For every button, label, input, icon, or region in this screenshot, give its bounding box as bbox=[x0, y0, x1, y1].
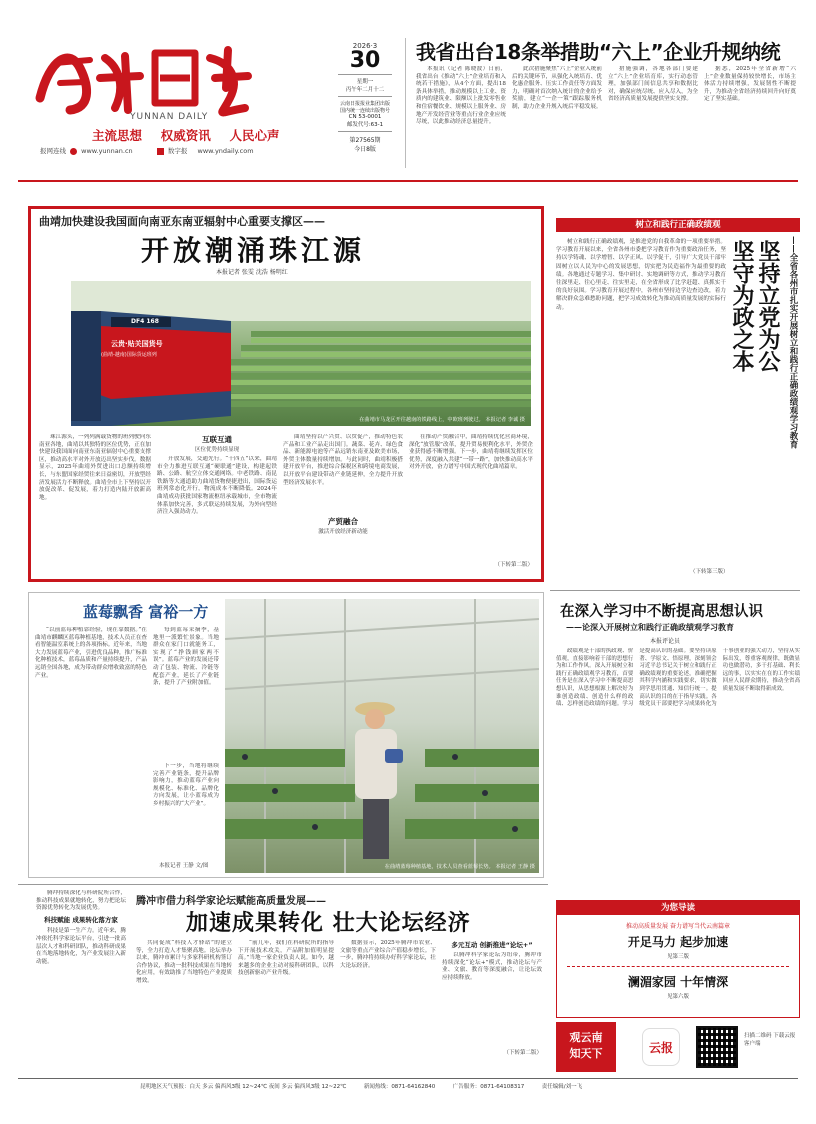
slogan-item-3: 人民心声 bbox=[229, 128, 280, 143]
feature-text-3: 曲靖坚持以产兴贸、以贸促产，推动特色农产品和工业产品走出国门。蔬菜、花卉、绿色食品、新能源电池等产品远销东南亚及欧美市场，外贸主体数量持续增加。与此同时，曲靖积极搭建开放平台，推进综合保税区和跨境电商发展，以开放平台建设带动产业链延伸，全力提升开放型经济发展水平。 bbox=[283, 434, 403, 486]
blueberry-headline: 蓝莓飘香 富裕一方 bbox=[83, 603, 209, 621]
tengchong-subhead-2: 多元互动 创新推进“论坛+” bbox=[451, 941, 533, 949]
footer-weather: 昆明地区天气预报：白天 多云 偏西风3级 12~24℃ 夜间 多云 偏西风3级 12~22℃ bbox=[140, 1084, 347, 1090]
web1-label: 报网连线 bbox=[40, 147, 66, 155]
index-title-bar bbox=[557, 901, 799, 915]
feature-col-3 bbox=[283, 434, 403, 572]
blueberry-col-3 bbox=[153, 763, 219, 859]
index-item-2[interactable]: 澜湄家园 十年情深 bbox=[627, 975, 729, 989]
app-slogan-block bbox=[556, 1022, 616, 1072]
commentary-byline: 本报评论员 bbox=[650, 638, 681, 645]
tengchong-col-1 bbox=[136, 940, 232, 1064]
top-story-col-1 bbox=[416, 66, 506, 174]
commentary-text: 政绩观是干部的执政观、价值观，直接影响着干部的思想行为和工作作风。深入开展树立和践行正确政绩观学习教育，首要任务是在深入学习中不断提高思想认识，从思想根源上解决好为谁创造政绩、创造什么样的政绩、怎样创造政绩的问题。学习是提高认识的基础。要坚持读原著、学原文、悟原理，深刻领会习近平总书记关于树立和践行正确政绩观的重要论述，准确把握其科学内涵和实践要求，切实做到学思用贯通、知信行统一。提高认识的目的在于指导实践。各级党员干部要把学习成果转化为干事创业的强大动力，坚持从实际出发，尊重客观规律，既做显功也做潜功，多干打基础、利长远的事，以实实在在的工作实绩回应人民群众期待，推动全省高质量发展不断取得新成效。 bbox=[556, 648, 800, 708]
blueberry-col-2 bbox=[153, 627, 219, 762]
section2-title: 产贸融合 bbox=[328, 517, 358, 526]
web-links bbox=[40, 146, 254, 155]
blueberry-box bbox=[28, 592, 544, 878]
feature-text-1: 珠江源头，一列列满载货物的班列驶向东南亚各地，曲靖以其独特的区位优势，正在加快建设我国面向南亚东南亚辐射中心重要支撑区，推动高水平对外开放迈出坚实步伐。数据显示，2025年曲靖外贸进出口总额持续增长，与东盟国家经贸往来日益密切，开放型经济发展活力不断释放。曲靖全市上下坚持以开放促改革、促发展，着力打造内陆开放新高地。 bbox=[39, 434, 151, 501]
blueberry-text-3: 下一步，当地将继续完善产业链条，提升品牌影响力，推动蓝莓产业向规模化、标准化、品牌化方向发展，让小蓝莓成为乡村振兴的“大产业”。 bbox=[153, 763, 219, 807]
right-headline-col-2: 坚守为政之本 bbox=[729, 240, 754, 372]
tengchong-text-4: 以腾冲科学家论坛为纽带，腾冲市持续深化“论坛+”模式，推动论坛与产业、文旅、教育等深度融合，让论坛效应持续释放。 bbox=[442, 952, 542, 981]
train-sublabel: (曲靖-越南)国际货运班列 bbox=[101, 352, 157, 358]
photo-caption: 在曲靖市马龙区开往越南的铁路线上，中欧班列驶过。 本报记者 李诚 摄 bbox=[359, 417, 525, 423]
masthead bbox=[0, 0, 816, 178]
feature-col-4 bbox=[409, 434, 533, 572]
cn-number: CN 53-0001 bbox=[348, 114, 382, 120]
train-photo bbox=[71, 281, 531, 426]
top-story-text-4: 据悉，2025年全省新增“六上”企业数量保持较快增长，市场主体活力持续增强，发展韧性不断提升，为推动全省经济持续回升向好奠定了坚实基础。 bbox=[704, 66, 796, 103]
issn: 国内统一连续出版物号 bbox=[339, 108, 390, 114]
globe-icon bbox=[70, 148, 77, 155]
top-story-text-1: 本报讯（记者 陈晓波）日前，我省出台《推动“六上”企业培育和入统若干措施》，从4个方面，提出18条具体举措，推动规模以上工业、资质内的建筑业、限额以上批发零售业和住宿餐饮业、规模以上服务业、房地产开发经营业等重点行业企业应统尽统，以此推动经济总量提升。 bbox=[416, 66, 506, 126]
lunar: 丙午年二月十二 bbox=[345, 87, 385, 93]
web1-link[interactable]: www.yunnan.cn bbox=[81, 147, 133, 155]
feature-kicker: 曲靖加快建设我国面向南亚东南亚辐射中心重要支撑区—— bbox=[39, 215, 325, 228]
top-story-col-2 bbox=[512, 66, 602, 174]
digital-paper-icon bbox=[157, 148, 164, 155]
feature-text-4: 在推动产贸融合中，曲靖持续优化营商环境，深化“放管服”改革，提升贸易便利化水平，外贸企业获得感不断增强。下一步，曲靖将继续发挥区位优势，深度融入共建“一带一路”，加快推动高水平对外开放，奋力谱写中国式现代化曲靖篇章。 bbox=[409, 434, 533, 471]
footer-ad-phone: 广告服务：0871-64108317 bbox=[452, 1084, 525, 1090]
publisher: 云南日报报业集团出版 bbox=[339, 101, 390, 107]
tengchong-headline: 加速成果转化 壮大论坛经济 bbox=[186, 911, 471, 936]
top-story-text-2: 此次措施聚焦“六上”企业入统前后的关键环节，从强化入统培育、优化惠企服务、压实工作责任等方面发力，明确对首次纳入统计的企业给予奖励，建立“一企一策”跟踪服务机制，助力企业升规入统后平稳发展。 bbox=[512, 66, 602, 110]
top-story-col-3 bbox=[608, 66, 698, 174]
logo-pinyin: YUNNAN DAILY bbox=[130, 112, 209, 122]
tengchong-text-2: “前几年，我们在科研院所的指导下开展技术攻关，产品附加值明显提高。”当地一家企业负责人说。如今，越来越多的企业主动对接科研团队，以科技创新驱动产业升级。 bbox=[238, 940, 334, 977]
index-item-1[interactable]: 开足马力 起步加速 bbox=[627, 935, 729, 949]
feature-byline: 本报记者 张雯 沈浩 杨明红 bbox=[216, 269, 288, 276]
app-logo-icon[interactable] bbox=[642, 1028, 680, 1066]
tengchong-kicker: 腾冲市借力科学家论坛赋能高质量发展—— bbox=[136, 896, 326, 907]
logo bbox=[30, 38, 255, 118]
date-block bbox=[330, 42, 400, 153]
top-story-headline: 我省出台18条举措助“六上”企业升规纳统 bbox=[416, 40, 781, 64]
section1-title: 互联互通 bbox=[202, 435, 232, 444]
app-slogan-line-2: 知天下 bbox=[569, 1047, 603, 1060]
day: 30 bbox=[349, 48, 381, 73]
index-item-1-kicker[interactable]: 推动高质量发展 奋力谱写当代云南篇章 bbox=[626, 923, 730, 930]
postal-code: 邮发代号:63-1 bbox=[346, 122, 384, 128]
right-headline-col-1: 坚持立党为公 bbox=[755, 240, 780, 372]
slogan-item-2: 权威资讯 bbox=[160, 128, 211, 143]
slogan-item-1: 主流思想 bbox=[92, 128, 143, 143]
train-number: DF4 168 bbox=[131, 318, 159, 325]
web2-link[interactable]: www.yndaily.com bbox=[197, 147, 254, 155]
qr-note: 扫描二维码 下载云报客户端 bbox=[744, 1033, 796, 1047]
tengchong-col-4 bbox=[442, 940, 542, 1064]
index-title: 为您导读 bbox=[660, 903, 695, 913]
footer-editor: 责任编辑/刘一飞 bbox=[541, 1084, 583, 1090]
app-name: 云报 bbox=[648, 1041, 673, 1055]
top-story-text-3: 措施强调，各地各部门要建立“六上”企业培育库，实行动态管理，加强部门间信息共享和数据比对，确保应统尽统、应入尽入，为全省经济高质量发展提供坚实支撑。 bbox=[608, 66, 698, 103]
weekday: 星期一 bbox=[356, 79, 374, 85]
feature-headline: 开放潮涌珠江源 bbox=[141, 234, 366, 267]
commentary-body bbox=[556, 648, 800, 898]
right-jump: （下转第三版） bbox=[690, 569, 729, 575]
web2-label: 数字报 bbox=[167, 147, 188, 155]
tengchong-left-text-2: 科技是第一生产力。近年来，腾冲依托科学家论坛平台，引进一批高层次人才和科研团队，推动科研成果在当地落地转化，为产业发展注入新动能。 bbox=[36, 928, 126, 965]
index-item-2-page: 见第六版 bbox=[666, 994, 689, 1000]
tengchong-subhead-1: 科技赋能 成果转化落方家 bbox=[44, 915, 118, 924]
train-label: 云贵·贴关国货号 bbox=[111, 340, 163, 348]
greenhouse-scene bbox=[225, 599, 539, 873]
feature-box bbox=[28, 206, 544, 582]
footer-phone: 新闻热线：0871-64162840 bbox=[363, 1084, 436, 1090]
index-box bbox=[556, 900, 800, 1018]
section1-subtitle: 区位优势持续显现 bbox=[194, 447, 239, 453]
footer bbox=[140, 1082, 780, 1090]
blueberry-text-1: “以前蓝莓种植靠经验，现在靠数据。”在曲靖市麒麟区蓝莓种植基地，技术人员正在查看智能温室系统上的各项指标。近年来，当地大力发展蓝莓产业，引进优良品种，推广标准化种植技术，蓝莓品质和产量持续提升，产品远销全国各地，成为带动群众增收致富的特色产业。 bbox=[35, 627, 147, 679]
right-section-label-bar bbox=[556, 218, 800, 232]
right-section-label: 树立和践行正确政绩观 bbox=[635, 220, 721, 230]
year-month: 2026·3 bbox=[352, 42, 378, 50]
tengchong-text-3: 数据显示，2025年腾冲市农业、文旅等重点产业综合产值稳步增长。下一步，腾冲将持续办好科学家论坛，壮大论坛经济。 bbox=[340, 940, 436, 969]
app-box bbox=[556, 1022, 800, 1072]
blueberry-photo-caption: 在曲靖蓝莓种植基地，技术人员查看蓝莓长势。 本报记者 王静 摄 bbox=[384, 864, 535, 870]
page-count: 今日8版 bbox=[354, 146, 376, 153]
right-deck: ——全省各州市扎实开展树立和践行正确政绩观学习教育 bbox=[788, 236, 798, 449]
qr-code-icon[interactable] bbox=[696, 1026, 738, 1068]
blueberry-col-1 bbox=[35, 627, 147, 873]
blueberry-text-2: 每到蓝莓采摘季，基地里一派繁忙景象。当地群众在家门口就能务工，实现了“挣钱顾家两不误”。蓝莓产业的发展还带动了包装、物流、冷链等配套产业，延长了产业链条，提升了产业附加值。 bbox=[153, 627, 219, 687]
issue-number: 第27565期 bbox=[349, 137, 381, 144]
tengchong-left-text: 腾冲持续深化与科研院所合作，推动科技成果就地转化，努力把论坛资源优势转化为发展优势。 bbox=[36, 890, 126, 912]
slogan bbox=[92, 126, 279, 144]
section2-subtitle: 激活开放经济新动能 bbox=[318, 529, 368, 535]
right-body-text: 树立和践行正确政绩观，是推进党的自我革命的一项重要举措。学习教育开展以来，全省各州市委把学习教育作为重要政治任务，坚持以学铸魂、以学增智、以学正风、以学促干，引导广大党员干部牢固树立以人民为中心的发展思想，切实把为民造福作为最重要的政绩。各地通过专题学习、集中研讨、实地调研等方式，推动学习教育往深里走、往心里走、往实里走，在全省形成了比学赶超、真抓实干的良好氛围。学习教育开展过程中，各州市坚持边学边查边改，着力解决群众急难愁盼问题，把学习成效转化为推动高质量发展的实际行动。 bbox=[556, 239, 726, 311]
feature-col-2 bbox=[157, 434, 277, 572]
tengchong-text-1: 共同促成“科技人才驿站”的建立等，全力打造人才集聚高地。论坛举办以来，腾冲市累计与多家科研机构签订合作协议，推动一批科技成果在当地转化应用，有效助推了当地特色产业提质增效。 bbox=[136, 940, 232, 984]
index-item-1-page: 见第三版 bbox=[666, 954, 689, 960]
tengchong-left-col bbox=[36, 890, 126, 1060]
feature-jump: （下转第二版） bbox=[494, 562, 533, 568]
tengchong-col-2 bbox=[238, 940, 334, 1064]
blueberry-byline: 本报记者 王静 文/图 bbox=[159, 863, 209, 869]
right-body bbox=[556, 238, 726, 568]
top-story-col-4 bbox=[704, 66, 796, 174]
logo-calligraphy-icon bbox=[30, 38, 255, 118]
app-slogan-line-1: 观云南 bbox=[569, 1031, 603, 1044]
blueberry-photo bbox=[225, 599, 539, 873]
commentary-headline: 在深入学习中不断提高思想认识 bbox=[560, 604, 763, 620]
tengchong-jump: （下转第二版） bbox=[503, 1050, 542, 1056]
feature-text-2: 开放发展，交通先行。“十四五”以来，曲靖市全力推进互联互通“硬联通”建设，构建起铁路、公路、航空立体交通网络。中老铁路、南昆铁路等大通道助力曲靖货物便捷进出，国际货运班列常态化开行，物流成本不断降低。2024年曲靖成功获批国家物流枢纽承载城市，全市物流体系加快完善，多式联运持续发展，为外向型经济注入强劲动力。 bbox=[157, 456, 277, 516]
commentary-deck: ——论深入开展树立和践行正确政绩观学习教育 bbox=[566, 622, 734, 632]
feature-col-1 bbox=[39, 434, 151, 572]
tengchong-col-3 bbox=[340, 940, 436, 1064]
